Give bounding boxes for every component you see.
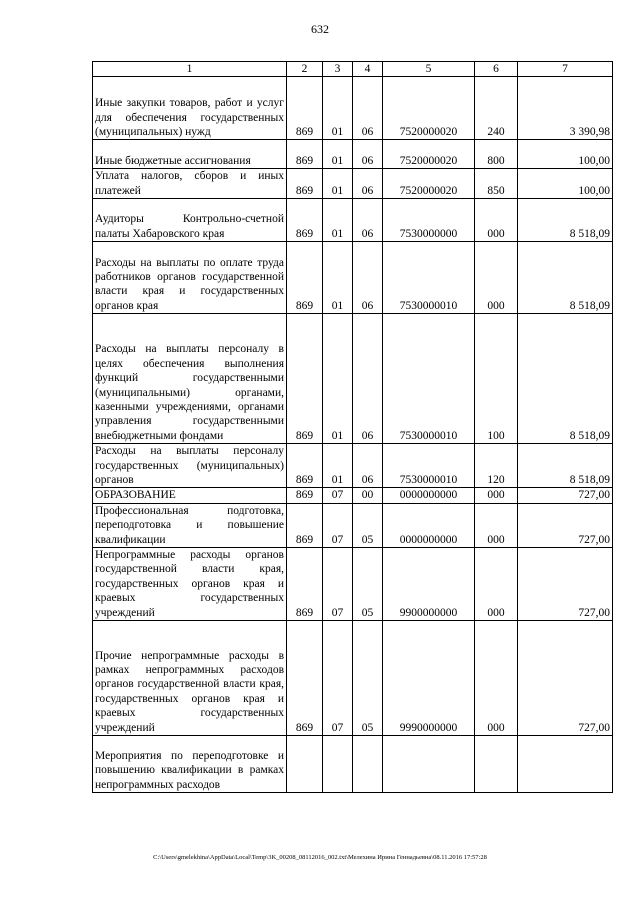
subsection-cell: 06	[353, 140, 383, 169]
code-cell: 869	[287, 444, 323, 488]
code-cell: 869	[287, 488, 323, 503]
budget-table	[92, 61, 613, 793]
expense-type-cell: 100	[475, 314, 518, 444]
table-row	[93, 314, 613, 444]
table-row	[93, 503, 613, 547]
code-cell: 869	[287, 140, 323, 169]
table-row	[93, 736, 613, 793]
column-header: 2	[287, 62, 323, 77]
row-name-cell: Мероприятия по переподготовке и повышению квалификации в рамках непрограммных расходов	[93, 736, 287, 793]
target-article-cell: 7520000020	[383, 140, 475, 169]
table-row	[93, 548, 613, 621]
amount-cell: 3 390,98	[518, 77, 613, 140]
table-header-row	[93, 62, 613, 77]
subsection-cell: 00	[353, 488, 383, 503]
row-name-cell: Профессиональная подготовка, переподготовка и повышение квалификации	[93, 503, 287, 547]
amount-cell: 100,00	[518, 140, 613, 169]
amount-cell: 8 518,09	[518, 199, 613, 242]
code-cell: 869	[287, 199, 323, 242]
code-cell: 869	[287, 169, 323, 199]
subsection-cell: 05	[353, 548, 383, 621]
column-header: 3	[323, 62, 353, 77]
amount-cell	[518, 736, 613, 793]
column-header: 4	[353, 62, 383, 77]
row-name-cell: Расходы на выплаты персоналу в целях обеспечения выполнения функций государственными (муниципальными) органами, казенными учреждениями, органами управления государственными внебюджетными фондами	[93, 314, 287, 444]
target-article-cell: 9990000000	[383, 621, 475, 736]
subsection-cell	[353, 736, 383, 793]
target-article-cell: 9900000000	[383, 548, 475, 621]
code-cell: 869	[287, 503, 323, 547]
code-cell: 869	[287, 548, 323, 621]
expense-type-cell: 000	[475, 503, 518, 547]
code-cell	[287, 736, 323, 793]
column-header: 6	[475, 62, 518, 77]
row-name-cell: Расходы на выплаты персоналу государственных (муниципальных) органов	[93, 444, 287, 488]
table-row	[93, 169, 613, 199]
section-cell: 07	[323, 503, 353, 547]
section-cell: 01	[323, 444, 353, 488]
section-cell: 01	[323, 77, 353, 140]
expense-type-cell: 850	[475, 169, 518, 199]
expense-type-cell	[475, 736, 518, 793]
amount-cell: 8 518,09	[518, 242, 613, 314]
row-name-cell: Расходы на выплаты по оплате труда работников органов государственной власти края и государственных органов края	[93, 242, 287, 314]
expense-type-cell: 000	[475, 548, 518, 621]
amount-cell: 727,00	[518, 548, 613, 621]
subsection-cell: 06	[353, 314, 383, 444]
section-cell: 07	[323, 621, 353, 736]
code-cell: 869	[287, 77, 323, 140]
target-article-cell: 7520000020	[383, 77, 475, 140]
row-name-cell: Иные бюджетные ассигнования	[93, 140, 287, 169]
code-cell: 869	[287, 621, 323, 736]
target-article-cell: 7530000010	[383, 314, 475, 444]
row-name-cell: Уплата налогов, сборов и иных платежей	[93, 169, 287, 199]
target-article-cell: 7530000010	[383, 242, 475, 314]
amount-cell: 8 518,09	[518, 444, 613, 488]
section-cell: 01	[323, 140, 353, 169]
expense-type-cell: 000	[475, 242, 518, 314]
expense-type-cell: 800	[475, 140, 518, 169]
table-row	[93, 77, 613, 140]
table-row	[93, 444, 613, 488]
target-article-cell: 7530000000	[383, 199, 475, 242]
row-name-cell: Непрограммные расходы органов государственной власти края, государственных органов края и краевых государственных учреждений	[93, 548, 287, 621]
section-cell: 01	[323, 242, 353, 314]
row-name-cell: ОБРАЗОВАНИЕ	[93, 488, 287, 503]
target-article-cell: 0000000000	[383, 488, 475, 503]
subsection-cell: 06	[353, 199, 383, 242]
subsection-cell: 06	[353, 444, 383, 488]
section-cell	[323, 736, 353, 793]
section-cell: 01	[323, 199, 353, 242]
expense-type-cell: 240	[475, 77, 518, 140]
code-cell: 869	[287, 242, 323, 314]
expense-type-cell: 000	[475, 199, 518, 242]
table-row	[93, 199, 613, 242]
section-cell: 01	[323, 169, 353, 199]
column-header: 7	[518, 62, 613, 77]
subsection-cell: 06	[353, 77, 383, 140]
subsection-cell: 06	[353, 242, 383, 314]
amount-cell: 727,00	[518, 488, 613, 503]
table-row	[93, 242, 613, 314]
table-row	[93, 140, 613, 169]
column-header: 1	[93, 62, 287, 77]
amount-cell: 8 518,09	[518, 314, 613, 444]
table-row	[93, 621, 613, 736]
expense-type-cell: 000	[475, 621, 518, 736]
subsection-cell: 05	[353, 621, 383, 736]
target-article-cell	[383, 736, 475, 793]
section-cell: 07	[323, 488, 353, 503]
amount-cell: 100,00	[518, 169, 613, 199]
subsection-cell: 05	[353, 503, 383, 547]
subsection-cell: 06	[353, 169, 383, 199]
row-name-cell: Прочие непрограммные расходы в рамках непрограммных расходов органов государственной власти края, государственных органов края и краевых государственных учреждений	[93, 621, 287, 736]
table-row	[93, 488, 613, 503]
expense-type-cell: 120	[475, 444, 518, 488]
row-name-cell: Иные закупки товаров, работ и услуг для обеспечения государственных (муниципальных) нужд	[93, 77, 287, 140]
code-cell: 869	[287, 314, 323, 444]
target-article-cell: 7520000020	[383, 169, 475, 199]
target-article-cell: 0000000000	[383, 503, 475, 547]
file-path-footer: C:\Users\gmelekhina\AppData\Local\Temp\3K_00208_08112016_002.txt\Мелехина Ирина Геннадьевна\08.11.2016 17:57:28	[153, 854, 487, 861]
page-number: 632	[311, 22, 329, 36]
row-name-cell: Аудиторы Контрольно-счетной палаты Хабаровского края	[93, 199, 287, 242]
section-cell: 01	[323, 314, 353, 444]
section-cell: 07	[323, 548, 353, 621]
target-article-cell: 7530000010	[383, 444, 475, 488]
amount-cell: 727,00	[518, 503, 613, 547]
amount-cell: 727,00	[518, 621, 613, 736]
expense-type-cell: 000	[475, 488, 518, 503]
column-header: 5	[383, 62, 475, 77]
